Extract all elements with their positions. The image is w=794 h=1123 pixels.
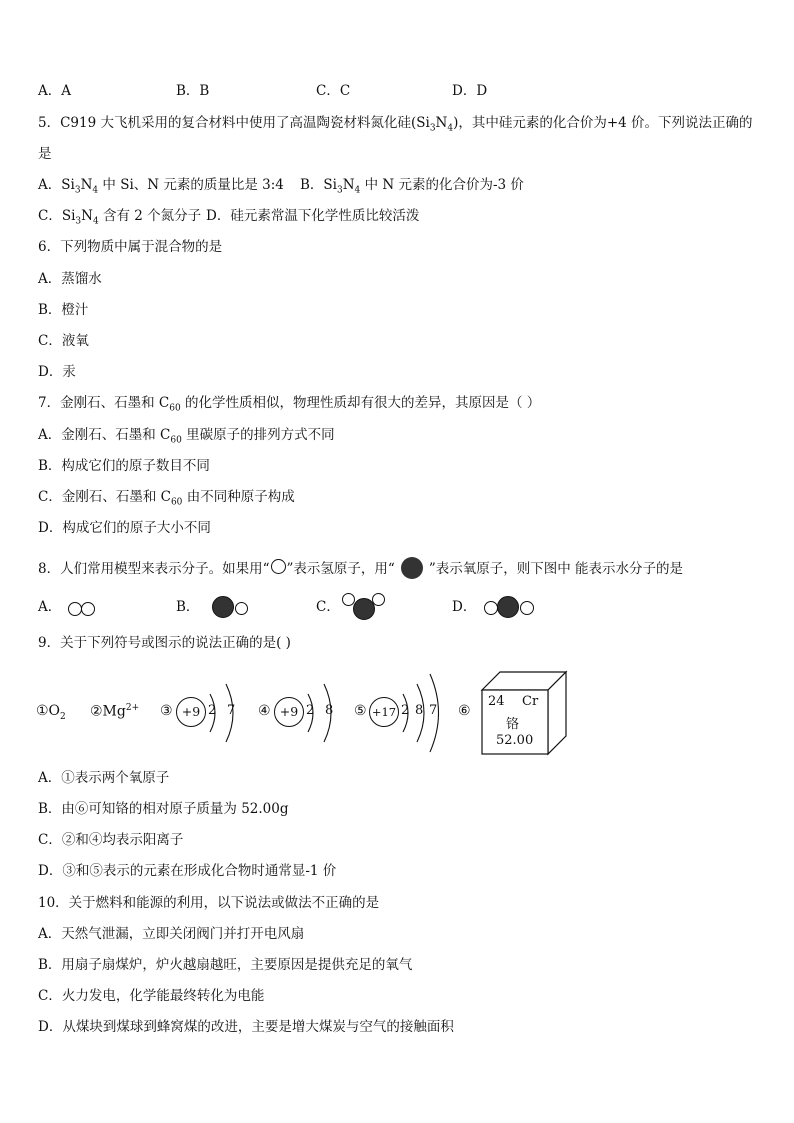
- q8-molecule-a: [68, 600, 100, 616]
- q5-stem-line2: 是: [38, 146, 52, 162]
- structure-3-shell-2: 7: [227, 703, 236, 718]
- q5-option-c: C．$Si_3N_4$ 含有 2 个氮分子: [38, 208, 202, 227]
- q5-option-a: A．$Si_3N_4$ 中 Si、N 元素的质量比是 3:4: [38, 177, 284, 196]
- structure-3-nucleus: +9: [176, 697, 206, 727]
- q7-option-d: D．构成它们的原子大小不同: [38, 520, 211, 536]
- q8-stem: 8．人们常用模型来表示分子。如果用“ ”表示氢原子，用“ ”表示氧原子，则下图中 能表示水分子的是: [38, 557, 683, 579]
- q8-molecule-c: [342, 591, 390, 623]
- structure-4-shell-2: 8: [325, 703, 334, 718]
- hydrogen-atom-icon: [271, 559, 286, 574]
- q6-option-d: D．汞: [38, 364, 76, 380]
- q4-option-b: B．B: [176, 83, 210, 99]
- element-name: 铬: [506, 717, 520, 732]
- symbol-5-label: ⑤: [354, 703, 367, 719]
- symbol-mg-ion: $②Mg^{2+}$: [90, 703, 140, 720]
- q8-molecule-d: [484, 596, 540, 620]
- q7-option-c: C．金刚石、石墨和 $C_{60}$ 由不同种原子构成: [38, 489, 295, 508]
- q4-option-c: C．C: [316, 83, 351, 99]
- q4-option-a: A．A: [38, 83, 71, 99]
- structure-5-shell-3: 7: [429, 703, 438, 718]
- symbol-6-label: ⑥: [458, 703, 471, 719]
- q9-option-c: C．②和④均表示阳离子: [38, 832, 184, 848]
- q7-option-a: A．金刚石、石墨和 $C_{60}$ 里碳原子的排列方式不同: [38, 427, 335, 446]
- q10-option-c: C．火力发电，化学能最终转化为电能: [38, 988, 265, 1004]
- symbol-4-label: ④: [258, 703, 271, 719]
- q8-molecule-b: [212, 596, 252, 620]
- element-atomic-mass: 52.00: [496, 733, 534, 748]
- q8-option-c: C．: [316, 599, 340, 615]
- q4-option-d: D．D: [452, 83, 488, 99]
- structure-5-shell-2: 8: [415, 703, 424, 718]
- q9-option-b: B．由⑥可知铬的相对原子质量为 52.00g: [38, 801, 289, 817]
- structure-3-shell-1: 2: [208, 703, 217, 718]
- structure-5-nucleus: +17: [369, 697, 399, 727]
- element-atomic-number: 24: [488, 694, 505, 709]
- q10-option-d: D．从煤块到煤球到蜂窝煤的改进，主要是增大煤炭与空气的接触面积: [38, 1019, 454, 1035]
- q7-stem: 7．金刚石、石墨和 $C_{60}$ 的化学性质相似，物理性质却有很大的差异，其原因是（ ）: [38, 395, 541, 414]
- structure-5-shell-1: 2: [401, 703, 410, 718]
- q10-option-b: B．用扇子扇煤炉，炉火越扇越旺，主要原因是提供充足的氧气: [38, 957, 413, 973]
- q9-option-a: A．①表示两个氧原子: [38, 770, 170, 786]
- q8-option-a: A．: [38, 599, 62, 615]
- q9-symbol-row: [36, 670, 576, 755]
- structure-4-nucleus: +9: [274, 697, 304, 727]
- q10-stem: 10．关于燃料和能源的利用，以下说法或做法不正确的是: [38, 895, 380, 911]
- q6-option-b: B．橙汁: [38, 302, 89, 318]
- q5-option-d: D．硅元素常温下化学性质比较活泼: [206, 208, 420, 224]
- symbol-o2: $①O_2$: [36, 703, 66, 722]
- q5-option-b: B．$Si_3N_4$ 中 N 元素的化合价为-3 价: [300, 177, 524, 196]
- q6-option-c: C．液氧: [38, 333, 89, 349]
- symbol-3-label: ③: [160, 703, 173, 719]
- q9-stem: 9．关于下列符号或图示的说法正确的是( ): [38, 635, 291, 651]
- q10-option-a: A．天然气泄漏，立即关闭阀门并打开电风扇: [38, 926, 305, 942]
- q6-option-a: A．蒸馏水: [38, 271, 102, 287]
- q5-stem: 5．C919 大飞机采用的复合材料中使用了高温陶瓷材料氮化硅$(Si_3N_4)$，其中硅元素的化合价为+4 价。下列说法正确的: [38, 115, 753, 134]
- structure-4-shell-1: 2: [306, 703, 315, 718]
- q7-option-b: B．构成它们的原子数目不同: [38, 458, 210, 474]
- oxygen-atom-icon: [401, 557, 423, 579]
- q8-option-d: D．: [452, 599, 477, 615]
- element-symbol: Cr: [522, 694, 539, 709]
- q6-stem: 6．下列物质中属于混合物的是: [38, 239, 223, 255]
- q9-option-d: D．③和⑤表示的元素在形成化合物时通常显-1 价: [38, 863, 337, 879]
- q8-option-b: B．: [176, 599, 200, 615]
